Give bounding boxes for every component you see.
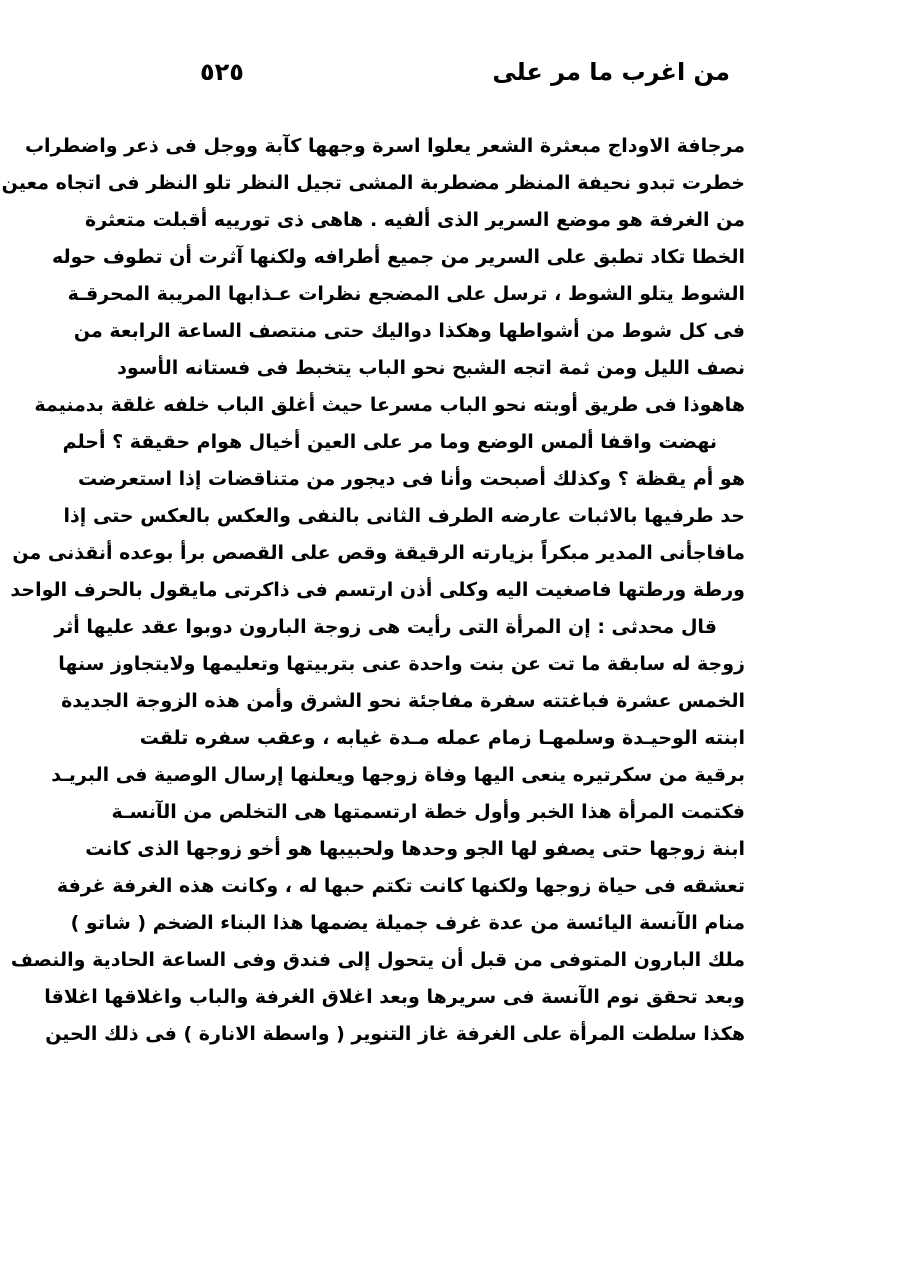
text-line: الخمس عشرة فباغتته سفرة مفاجئة نحو الشرق وأمن هذه الزوجة الجديدة [61,690,745,712]
text-line: ابنة زوجها حتى يصفو لها الجو وحدها ولحبيبها هو أخو زوجها الذى كانت [85,838,745,860]
text-line: من الغرفة هو موضع السرير الذى ألفيه . هاهى ذى تورييه أقبلت متعثرة [85,209,745,231]
text-line: مرجافة الاوداج مبعثرة الشعر يعلوا اسرة وجهها كآبة ووجل فى ذعر واضطراب [24,135,745,157]
text-line: ابنته الوحيـدة وسلمهـا زمام عمله مـدة غيابه ، وعقب سفره تلقت [139,727,745,749]
text-line: هو أم يقظة ؟ وكذلك أصبحت وأنا فى ديجور من متناقضات إذا استعرضت [78,468,745,490]
text-line: حد طرفيها بالاثبات عارضه الطرف الثانى بالنفى والعكس بالعكس حتى إذا [63,505,745,527]
body-text [1,128,745,1053]
text-line: تعشقه فى حياة زوجها ولكنها كانت تكتم حبها له ، وكانت هذه الغرفة غرفة [56,875,745,897]
paragraph-first-line: نهضت واقفا ألمس الوضع وما مر على العين أخيال هوام حقيقة ؟ أحلم [62,431,717,453]
page-number: ٥٢٥ [200,58,244,86]
text-line: برقية من سكرتيره ينعى اليها وفاة زوجها ويعلنها إرسال الوصية فى البريـد [51,764,745,786]
text-line: منام الآنسة اليائسة من عدة غرف جميلة يضمها هذا البناء الضخم ( شاتو ) [70,912,745,934]
text-line: الشوط يتلو الشوط ، ترسل على المضجع نظرات عـذابها المريبة المحرقـة [67,283,745,305]
running-title: من اغرب ما مر على [492,58,730,86]
text-line: ورطة ورطتها فاصغيت اليه وكلى أذن ارتسم فى ذاكرتى مايقول بالحرف الواحد [10,579,745,601]
text-line: هاهوذا فى طريق أوبته نحو الباب مسرعا حيث أغلق الباب خلفه غلقة بدمنيمة [34,394,745,416]
text-line: فكتمت المرأة هذا الخبر وأول خطة ارتسمتها هى التخلص من الآنسـة [111,801,745,823]
text-line: زوجة له سابقة ما تت عن بنت واحدة عنى بتربيتها وتعليمها ولايتجاوز سنها [58,653,745,675]
text-line: مافاجأنى المدير مبكراً بزيارته الرقيقة وقص على القصص برأ بوعده أنقذنى من [12,542,745,564]
text-line: نصف الليل ومن ثمة اتجه الشبح نحو الباب يتخبط فى فستانه الأسود [117,357,745,379]
text-line: ملك البارون المتوفى من قبل أن يتحول إلى فندق وفى الساعة الحادية والنصف [10,949,745,971]
text-line: خطرت تبدو نحيفة المنظر مضطربة المشى تجيل النظر تلو النظر فى اتجاه معين [1,172,745,194]
text-line: وبعد تحقق نوم الآنسة فى سريرها وبعد اغلاق الغرفة والباب واغلاقها اغلاقا [44,986,745,1008]
text-line: هكذا سلطت المرأة على الغرفة غاز التنوير ( واسطة الانارة ) فى ذلك الحين [45,1023,745,1045]
page-header [150,58,750,102]
text-line: الخطا تكاد تطبق على السرير من جميع أطرافه ولكنها آثرت أن تطوف حوله [52,246,745,268]
text-line: فى كل شوط من أشواطها وهكذا دواليك حتى منتصف الساعة الرابعة من [73,320,745,342]
paragraph-first-line: قال محدثى : إن المرأة التى رأيت هى زوجة البارون دوبوا عقد عليها أثر [54,616,717,638]
